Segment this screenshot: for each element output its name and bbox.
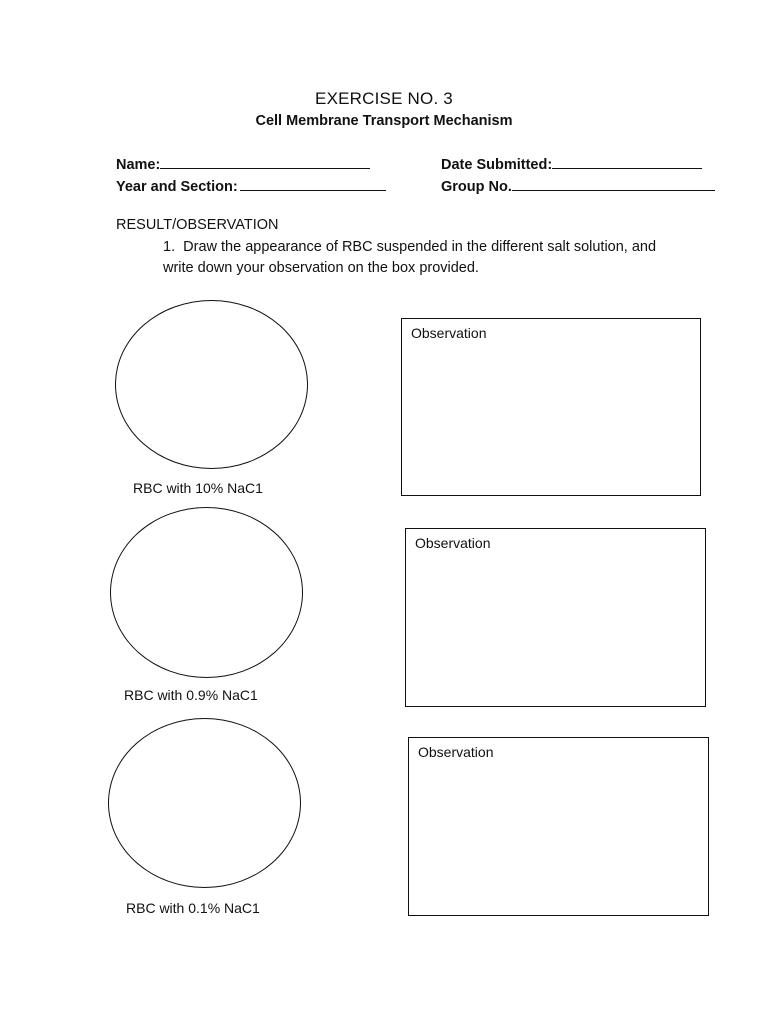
rbc-sample-label: RBC with 0.9% NaC1 — [124, 687, 258, 703]
exercise-subtitle: Cell Membrane Transport Mechanism — [255, 113, 513, 129]
instruction-number: 1. — [163, 239, 176, 255]
exercise-title: EXERCISE NO. 3 — [315, 89, 453, 108]
year-section-label: Year and Section: — [116, 179, 238, 195]
rbc-drawing-circle[interactable] — [110, 507, 303, 678]
date-submitted-field — [441, 154, 702, 173]
group-no-label: Group No. — [441, 179, 512, 195]
group-no-field — [441, 176, 715, 195]
observation-label: Observation — [411, 325, 487, 341]
year-section-blank-line[interactable] — [240, 176, 386, 191]
rbc-sample-label: RBC with 0.1% NaC1 — [126, 900, 260, 916]
observation-box[interactable] — [408, 737, 709, 916]
observation-label: Observation — [418, 744, 494, 760]
name-blank-line[interactable] — [160, 154, 370, 169]
date-submitted-blank-line[interactable] — [552, 154, 702, 169]
observation-box[interactable] — [401, 318, 701, 496]
observation-label: Observation — [415, 535, 491, 551]
instruction-text: Draw the appearance of RBC suspended in the different salt solution, and write down your observation on the box provided. — [163, 239, 657, 276]
instruction-item — [163, 237, 663, 279]
rbc-drawing-circle[interactable] — [108, 718, 301, 888]
name-label: Name: — [116, 157, 161, 173]
group-no-blank-line[interactable] — [512, 176, 715, 191]
date-submitted-label: Date Submitted: — [441, 157, 553, 173]
year-section-field — [116, 176, 386, 195]
rbc-sample-label: RBC with 10% NaC1 — [133, 480, 263, 496]
rbc-drawing-circle[interactable] — [115, 300, 308, 469]
name-field — [116, 154, 370, 173]
result-observation-heading: RESULT/OBSERVATION — [116, 217, 279, 233]
observation-box[interactable] — [405, 528, 706, 707]
